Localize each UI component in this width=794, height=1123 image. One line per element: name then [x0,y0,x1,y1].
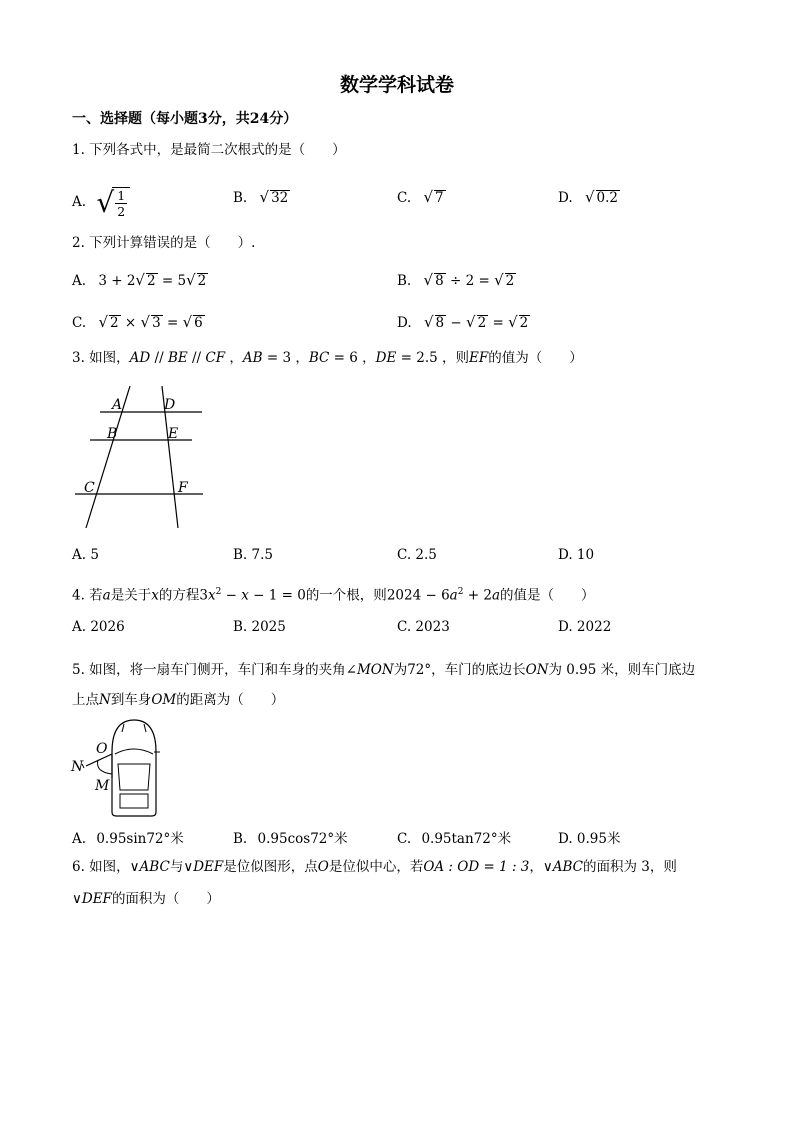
page-title: 数学学科试卷 [339,74,454,96]
q3-option-a[interactable]: A. 5 [72,547,99,563]
q3-option-b[interactable]: B. 7.5 [233,547,273,563]
option-label: A. [72,194,87,210]
q1-option-d[interactable]: D. √ 0.2 [558,188,618,206]
q5-option-b[interactable]: B. 0.95cos72°米 [233,831,348,847]
car-door-figure [68,716,168,820]
q2-option-d[interactable]: D. √ 8 − √ 2 = √ 2 [397,313,529,331]
q5-option-d[interactable]: D. 0.95米 [558,831,621,847]
q2-option-a[interactable]: A. 3 + 2√ 2 = 5√ 2 [72,271,207,289]
q4-option-b[interactable]: B. 2025 [233,619,286,635]
q3-option-c[interactable]: C. 2.5 [397,547,437,563]
q3-option-d[interactable]: D. 10 [558,547,595,563]
q4-option-d[interactable]: D. 2022 [558,619,612,635]
label-d: D [164,397,176,413]
q4-option-c[interactable]: C. 2023 [397,619,450,635]
question-5-line1: 5. 如图，将一扇车门侧开，车门和车身的夹角∠MON为72°，车门的底边长ON为 0.95 米，则车门底边 [72,662,696,678]
label-a: A [112,397,123,413]
q2-option-b[interactable]: B. √ 8 ÷ 2 = √ 2 [397,271,515,289]
q5-option-a[interactable]: A. 0.95sin72°米 [72,831,184,847]
question-1-stem: 1. 下列各式中，是最简二次根式的是（ ） [72,142,346,158]
question-6-line2: ∨DEF的面积为（ ） [72,891,220,907]
q4-option-a[interactable]: A. 2026 [72,619,125,635]
q5-option-c[interactable]: C. 0.95tan72°米 [397,831,512,847]
section-heading: 一、选择题（每小题3分，共24分） [72,111,298,127]
fraction: $\frac{1}{2}$ [117,187,126,219]
label-c: C [84,480,95,496]
q1-option-b[interactable]: B. √ 32 [233,188,289,206]
q1-option-c[interactable]: C. √ 7 [397,188,444,206]
question-3-stem: 3. 如图，AD // BE // CF ，AB = 3 ，BC = 6 ，DE = 2.5 ，则EF的值为（ ） [72,350,583,366]
label-e: E [168,426,179,442]
label-m: M [95,778,110,794]
question-6-line1: 6. 如图，∨ABC与∨DEF是位似图形，点O是位似中心，若OA : OD = 1 : 3，∨ABC的面积为 3，则 [72,859,677,875]
label-b: B [107,426,118,442]
label-f: F [178,480,188,496]
label-o: O [96,741,108,757]
parallel-lines-figure [70,382,210,532]
question-4-stem: 4. 若a是关于x的方程$3x^2 - x - 1 = 0$的一个根，则$2024 - 6a^2 + 2a$的值是（ ） [72,587,595,604]
question-5-line2: 上点N到车身OM的距离为（ ） [72,692,285,708]
question-2-stem: 2. 下列计算错误的是（ ）. [72,235,256,251]
q1-option-a[interactable]: A. √ $\frac{1}{2}$ [72,186,130,219]
q2-option-c[interactable]: C. √ 2 × √ 3 = √ 6 [72,313,203,331]
label-n: N [71,759,84,775]
